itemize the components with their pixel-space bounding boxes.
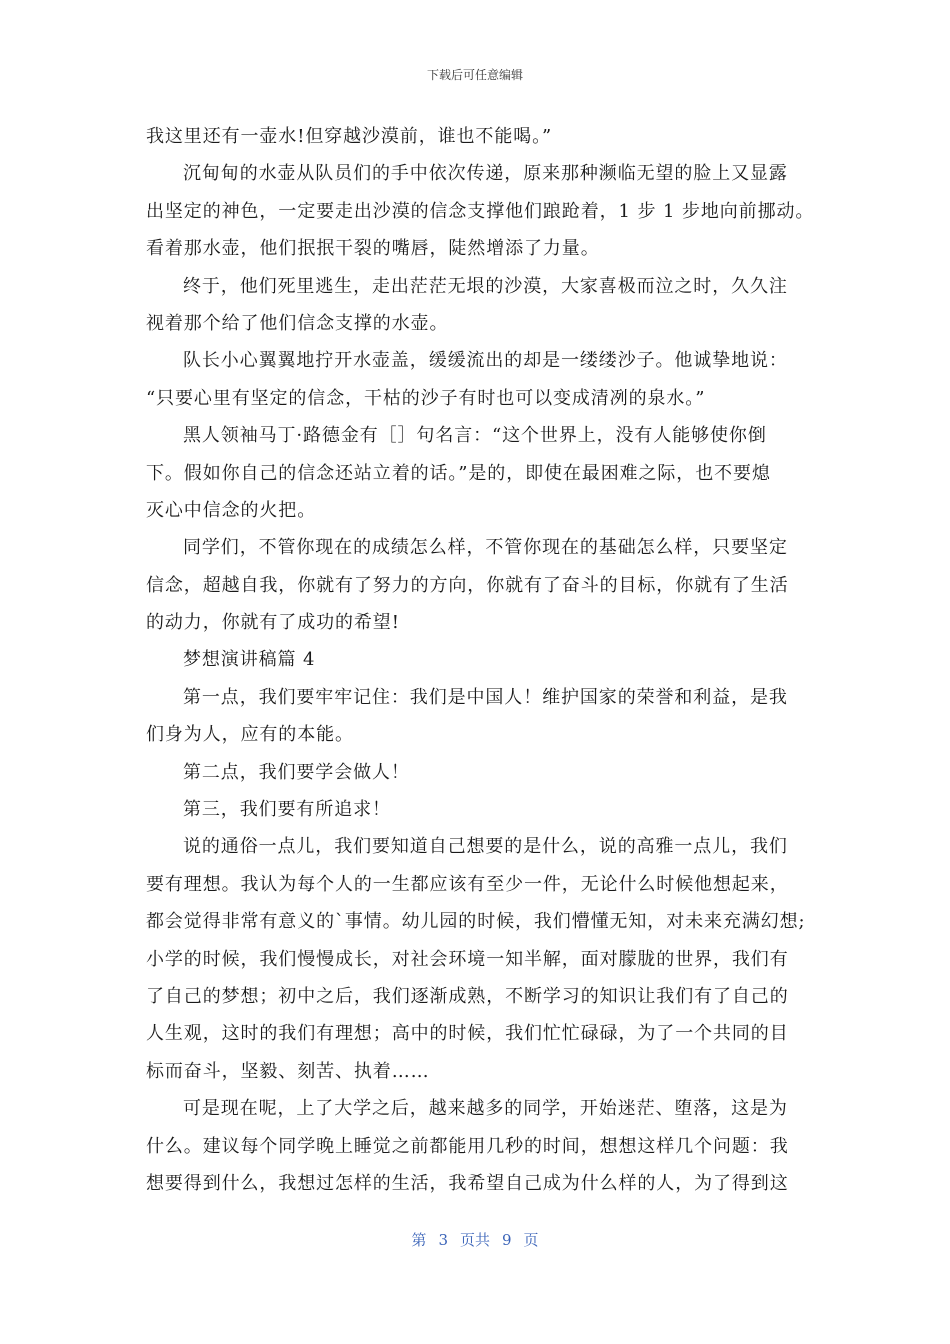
text-line: 的动力，你就有了成功的希望!	[146, 612, 400, 634]
text-line: “只要心里有坚定的信念，干枯的沙子有时也可以变成清冽的泉水。”	[146, 387, 706, 409]
page-header: 下载后可任意编辑	[426, 68, 523, 82]
text-line: 标而奋斗，坚毅、刻苦、执着……	[146, 1060, 430, 1082]
footer-suffix: 页	[523, 1231, 539, 1249]
text-line: 第一点，我们要牢牢记住：我们是中国人！维护国家的荣誉和利益，是我	[183, 686, 788, 708]
text-line: 信念，超越自我，你就有了努力的方向，你就有了奋斗的目标，你就有了生活	[146, 574, 789, 596]
text-line: 们身为人，应有的本能。	[146, 724, 354, 746]
text-line: 看着那水壶，他们抿抿干裂的嘴唇，陡然增添了力量。	[146, 238, 600, 260]
text-line: 说的通俗一点儿，我们要知道自己想要的是什么，说的高雅一点儿，我们	[183, 836, 788, 858]
text-line: 终于，他们死里逃生，走出茫茫无垠的沙漠，大家喜极而泣之时，久久注	[183, 275, 788, 297]
text-line: 第三，我们要有所追求！	[183, 799, 391, 821]
total-pages-number: 9	[502, 1231, 512, 1249]
text-line: 小学的时候，我们慢慢成长，对社会环境一知半解，面对朦胧的世界，我们有	[146, 948, 789, 970]
text-line: 视着那个给了他们信念支撑的水壶。	[146, 312, 449, 334]
text-line: 出坚定的神色，一定要走出沙漠的信念支撑他们踉跄着，1 步 1 步地向前挪动。	[146, 200, 815, 222]
footer-middle: 页共	[459, 1231, 490, 1249]
text-line: 都会觉得非常有意义的`事情。幼儿园的时候，我们懵懂无知，对未来充满幻想;	[146, 911, 806, 933]
text-line: 想要得到什么，我想过怎样的生活，我希望自己成为什么样的人，为了得到这	[146, 1172, 789, 1194]
text-line: 第二点，我们要学会做人！	[183, 761, 410, 783]
text-line: 我这里还有一壶水!但穿越沙漠前，谁也不能喝。”	[146, 126, 553, 147]
text-line: 了自己的梦想；初中之后，我们逐渐成熟，不断学习的知识让我们有了自己的	[146, 985, 789, 1007]
text-line: 下。假如你自己的信念还站立着的话。”是的，即使在最困难之际，也不要熄	[146, 462, 771, 484]
text-line: 黑人领袖马丁·路德金有［］句名言：“这个世界上，没有人能够使你倒	[183, 425, 767, 447]
footer-prefix: 第	[411, 1231, 427, 1249]
text-line: 队长小心翼翼地拧开水壶盖，缓缓流出的却是一缕缕沙子。他诚挚地说：	[183, 350, 788, 372]
current-page-number: 3	[438, 1231, 448, 1249]
text-line: 可是现在呢，上了大学之后，越来越多的同学，开始迷茫、堕落，这是为	[183, 1098, 788, 1120]
section-heading: 梦想演讲稿篇 4	[183, 649, 316, 671]
text-line: 灭心中信念的火把。	[146, 499, 317, 521]
text-line: 同学们，不管你现在的成绩怎么样，不管你现在的基础怎么样，只要坚定	[183, 537, 788, 559]
text-line: 沉甸甸的水壶从队员们的手中依次传递，原来那种濒临无望的脸上又显露	[183, 163, 788, 185]
text-line: 什么。建议每个同学晚上睡觉之前都能用几秒的时间，想想这样几个问题：我	[146, 1135, 789, 1157]
document-body	[146, 118, 815, 1202]
page-footer	[0, 1229, 950, 1250]
text-line: 人生观，这时的我们有理想；高中的时候，我们忙忙碌碌，为了一个共同的目	[146, 1023, 789, 1045]
text-line: 要有理想。我认为每个人的一生都应该有至少一件，无论什么时候他想起来，	[146, 873, 789, 895]
